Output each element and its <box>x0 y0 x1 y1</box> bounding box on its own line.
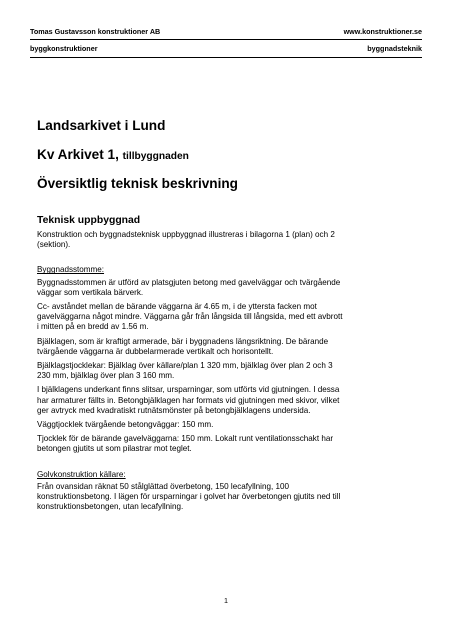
title-line-2 <box>37 147 417 162</box>
stomme-heading: Byggnadsstomme: <box>37 265 105 275</box>
stomme-paragraph <box>37 337 417 357</box>
section-intro <box>37 230 417 250</box>
main-content <box>37 118 417 512</box>
title-line-3: Översiktlig teknisk beskrivning <box>37 176 238 191</box>
text-line: Konstruktion och byggnadsteknisk uppbyggnad illustreras i bilagorna 1 (plan) och 2 <box>37 230 335 239</box>
page-number: 1 <box>224 596 228 605</box>
text-line: Byggnadsstommen är utförd av platsgjuten betong med gavelväggar och tvärgående <box>37 277 341 287</box>
text-line: gavelväggarna något mindre. Väggarna går från långsida till långsida, med ett avbrott <box>37 312 343 322</box>
golv-heading: Golvkonstruktion källare: <box>37 469 126 479</box>
title-line-2-sub: tillbyggnaden <box>122 151 189 162</box>
text-line: tvärgående väggarna är dubbelarmerade vertikalt och horisontellt. <box>37 346 274 356</box>
header-rule-top <box>30 39 422 40</box>
text-line: konstruktionsbetong. I lägen för ursparningar i golvet har överbetongen gjutits ned till <box>37 492 341 502</box>
stomme-paragraph <box>37 434 417 454</box>
text-line: väggar som vertikala bärverk. <box>37 287 144 297</box>
text-line: Bjälklagstjocklekar: Bjälklag över källare/plan 1 320 mm, bjälklag över plan 2 och 3 <box>37 361 333 371</box>
stomme-paragraph <box>37 278 417 298</box>
title-line-2-main: Kv Arkivet 1, <box>37 147 119 162</box>
golv-paragraph <box>37 482 417 513</box>
text-line: (sektion). <box>37 240 71 250</box>
text-line: Tjocklek för de bärande gavelväggarna: 150 mm. Lokalt runt ventilationsschakt har <box>37 434 334 444</box>
text-line: ger avtryck med kvadratiskt rutnätsmönster på betongbjälklagens undersida. <box>37 405 311 415</box>
text-line: I bjälklagens underkant finns slitsar, ursparningar, som utförts vid gjutningen. I dessa <box>37 385 340 395</box>
header-left-sub: byggkonstruktioner <box>30 44 98 53</box>
text-line: konstruktionsbetongen, utan lecafyllning. <box>37 502 184 512</box>
stomme-paragraph <box>37 361 417 381</box>
header-rule-bottom <box>30 57 422 58</box>
text-line: har armaturer fällts in. Betongbjälklagen har formats vid gjutningen med skivor, vilket <box>37 395 340 405</box>
title-line-1: Landsarkivet i Lund <box>37 118 166 133</box>
text-line: Bjälklagen, som är kraftigt armerade, bär i byggnadens längsriktning. De bärande <box>37 336 329 346</box>
section-heading: Teknisk uppbyggnad <box>37 215 141 226</box>
text-line: Från ovansidan räknat 50 stålglättad överbetong, 150 lecafyllning, 100 <box>37 481 289 491</box>
stomme-paragraph <box>37 385 417 416</box>
text-line: betongen gjutits ut som pilastrar mot teglet. <box>37 444 192 454</box>
text-line: 230 mm, bjälklag över plan 3 160 mm. <box>37 371 175 381</box>
text-line: Väggtjocklek tvärgående betongväggar: 150 mm. <box>37 420 214 430</box>
stomme-paragraph <box>37 302 417 333</box>
company-name: Tomas Gustavsson konstruktioner AB <box>30 27 161 36</box>
stomme-paragraph <box>37 420 417 430</box>
header-right-sub: byggnadsteknik <box>367 44 422 53</box>
website: www.konstruktioner.se <box>343 27 422 36</box>
text-line: Cc- avståndet mellan de bärande väggarna är 4.65 m, i de yttersta facken mot <box>37 302 317 312</box>
text-line: i mitten på en bredd av 1.56 m. <box>37 322 149 332</box>
